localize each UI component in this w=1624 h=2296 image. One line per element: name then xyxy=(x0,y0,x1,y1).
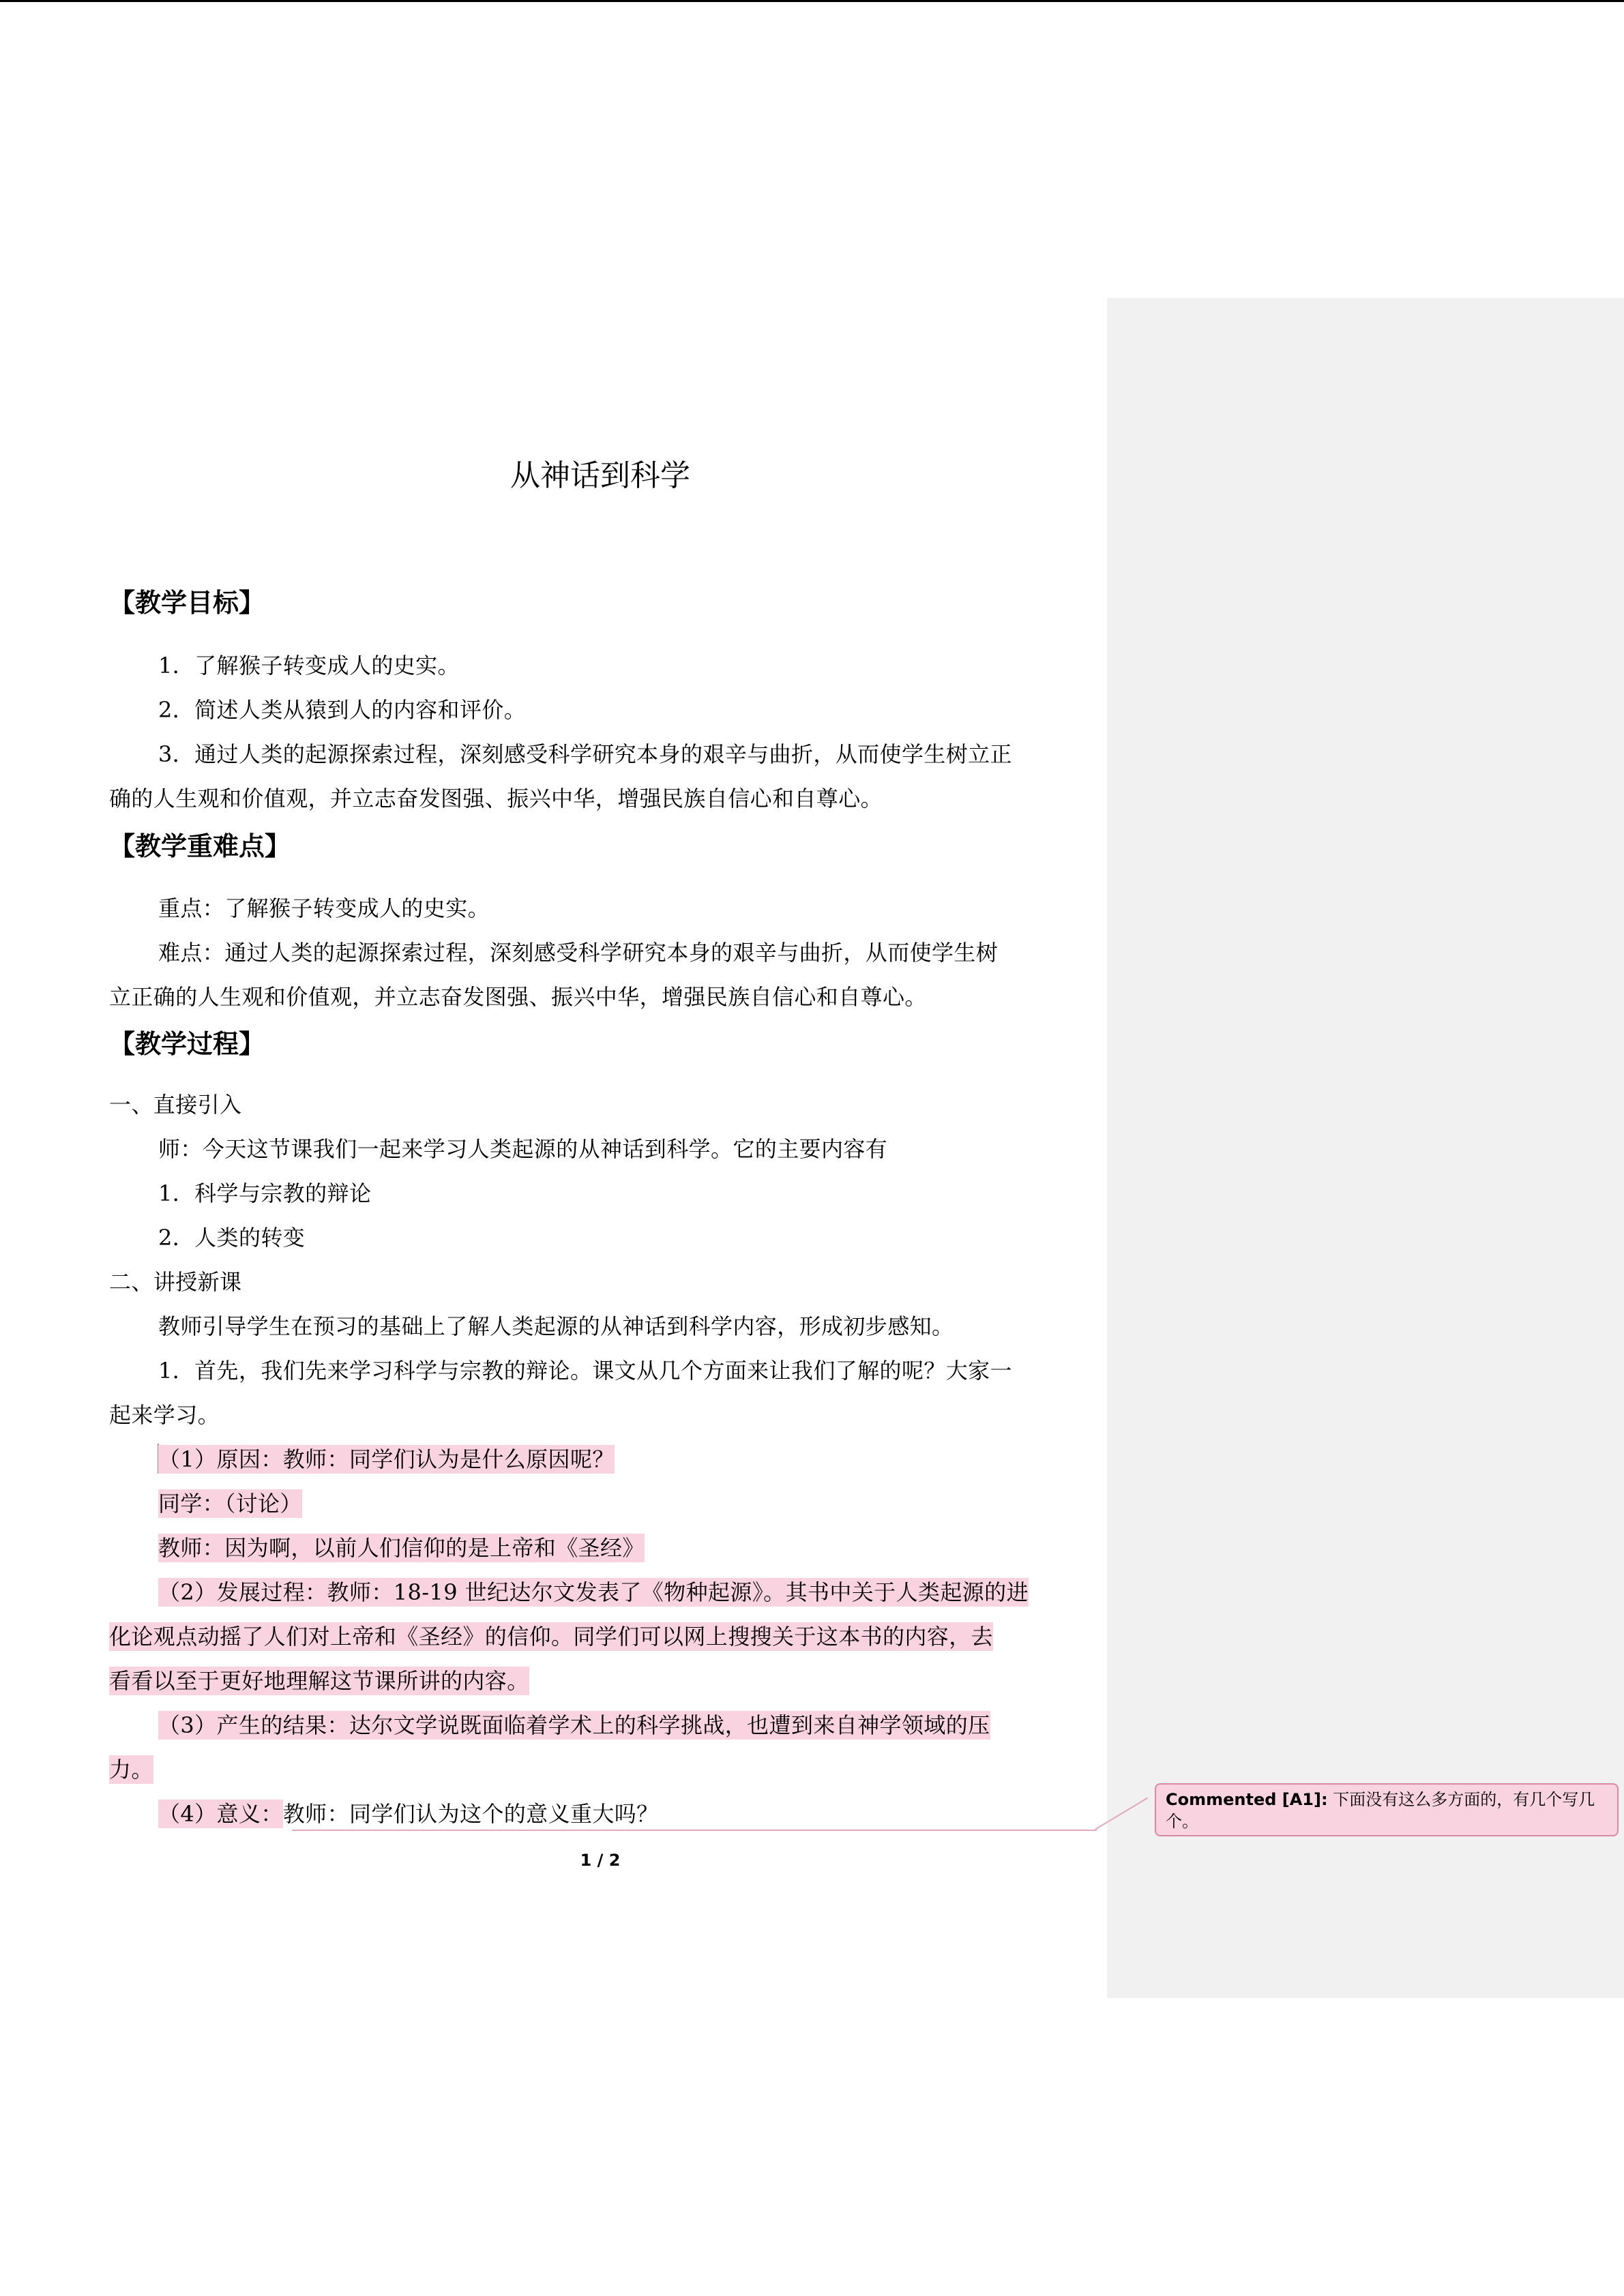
page-number: 1 / 2 xyxy=(580,1851,621,1870)
highlight-line-result xyxy=(109,1703,1091,1748)
key-point-difficulty-continued: 立正确的人生观和价值观，并立志奋发图强、振兴中华，增强民族自信心和自尊心。 xyxy=(109,984,927,1010)
highlight-line-reason xyxy=(109,1437,1091,1482)
process-step-new-lesson: 二、讲授新课 xyxy=(109,1269,242,1295)
goal-item-1: 1．了解猴子转变成人的史实。 xyxy=(158,653,460,679)
highlight-line-teacher xyxy=(109,1526,1091,1570)
highlight-line-development xyxy=(109,1570,1091,1615)
process-guidance: 教师引导学生在预习的基础上了解人类起源的从神话到科学内容，形成初步感知。 xyxy=(158,1313,954,1339)
highlighted-text: 力。 xyxy=(109,1757,153,1783)
highlight-line-students xyxy=(109,1482,1091,1526)
highlighted-text: （2）发展过程：教师：18-19 世纪达尔文发表了《物种起源》。其书中关于人类起源的进 xyxy=(158,1579,1029,1605)
heading-key-points: 【教学重难点】 xyxy=(109,831,291,861)
key-point-focus: 重点：了解猴子转变成人的史实。 xyxy=(158,895,490,921)
highlighted-text: 化论观点动摇了人们对上帝和《圣经》的信仰。同学们可以网上搜搜关于这本书的内容，去 xyxy=(109,1624,994,1650)
process-first-point-continued: 起来学习。 xyxy=(109,1402,220,1428)
highlight-line-development-3 xyxy=(109,1659,1091,1703)
process-teacher-intro: 师：今天这节课我们一起来学习人类起源的从神话到科学。它的主要内容有 xyxy=(158,1136,888,1162)
significance-question: 教师：同学们认为这个的意义重大吗？ xyxy=(282,1801,659,1827)
comment-balloon[interactable] xyxy=(1155,1783,1619,1836)
highlight-line-development-2 xyxy=(109,1615,1091,1659)
heading-teaching-goals: 【教学目标】 xyxy=(109,588,265,618)
comment-anchor-line xyxy=(292,1830,1097,1831)
comment-text: 下面没有这么多方面的，有几个写几个。 xyxy=(1166,1790,1595,1831)
highlight-line-result-2 xyxy=(109,1748,1091,1792)
process-topic-2: 2．人类的转变 xyxy=(158,1225,306,1251)
process-step-intro: 一、直接引入 xyxy=(109,1092,242,1118)
comment-author: Commented [A1]: xyxy=(1166,1790,1328,1809)
highlighted-text: 看看以至于更好地理解这节课所讲的内容。 xyxy=(109,1668,529,1694)
top-border xyxy=(0,0,1624,2)
process-first-point: 1．首先，我们先来学习科学与宗教的辩论。课文从几个方面来让我们了解的呢？大家一 xyxy=(158,1358,1012,1384)
highlighted-text: （1）原因：教师：同学们认为是什么原因呢？ xyxy=(158,1446,615,1472)
document-title: 从神话到科学 xyxy=(510,458,690,493)
key-point-difficulty: 难点：通过人类的起源探索过程，深刻感受科学研究本身的艰辛与曲折，从而使学生树 xyxy=(158,940,999,966)
commented-text[interactable]: （4）意义： xyxy=(158,1801,283,1827)
heading-teaching-process: 【教学过程】 xyxy=(109,1029,265,1059)
process-topic-1: 1．科学与宗教的辩论 xyxy=(158,1180,372,1206)
goal-item-3-continued: 确的人生观和价值观，并立志奋发图强、振兴中华，增强民族自信心和自尊心。 xyxy=(109,786,883,811)
highlighted-text: 教师：因为啊，以前人们信仰的是上帝和《圣经》 xyxy=(158,1535,645,1561)
highlighted-text: （3）产生的结果：达尔文学说既面临着学术上的科学挑战，也遭到来自神学领域的压 xyxy=(158,1712,990,1738)
goal-item-3: 3．通过人类的起源探索过程，深刻感受科学研究本身的艰辛与曲折，从而使学生树立正 xyxy=(158,741,1012,767)
comment-pane xyxy=(1107,298,1624,1998)
highlighted-text: 同学：（讨论） xyxy=(158,1491,302,1517)
goal-item-2: 2．简述人类从猿到人的内容和评价。 xyxy=(158,697,527,723)
